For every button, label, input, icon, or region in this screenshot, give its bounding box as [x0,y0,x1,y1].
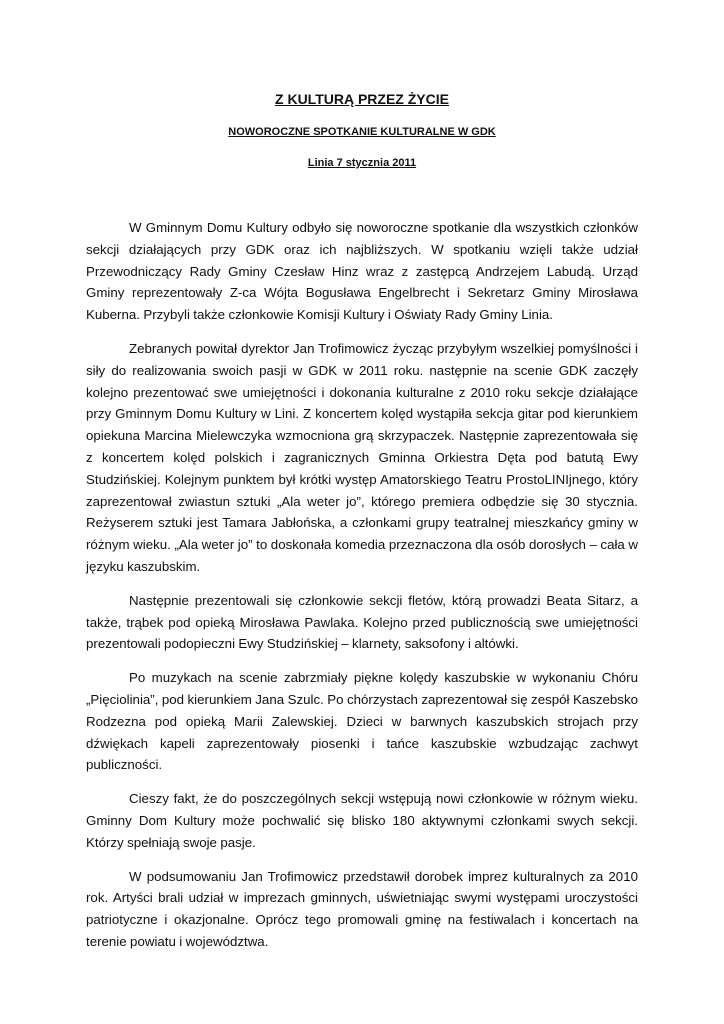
document-title: Z KULTURĄ PRZEZ ŻYCIE [275,91,449,107]
paragraph-5: Cieszy fakt, że do poszczególnych sekcji wstępują nowi członkowie w różnym wieku. Gminny Dom Kultury może pochwalić się blisko 180 aktywnymi członkami swych sekcji. Którzy spełniają swoje pasje. [86,791,638,850]
paragraph-1: W Gminnym Domu Kultury odbyło się noworoczne spotkanie dla wszystkich członków sekcji działających przy GDK oraz ich najbliższych. W spotkaniu wzięli także udział Przewodniczący Rady Gminy Czesław Hinz wraz z zastępcą Andrzejem Labudą. Urząd Gminy reprezentowały Z-ca Wójta Bogusława Engelbrecht i Sekretarz Gminy Mirosława Kuberna. Przybyli także członkowie Komisji Kultury i Oświaty Rady Gminy Linia. [86,220,638,323]
paragraph-3: Następnie prezentowali się członkowie sekcji fletów, którą prowadzi Beata Sitarz, a także, trąbek pod opieką Mirosława Pawlaka. Kolejno przed publicznością swe umiejętności prezentowali podopieczni Ewy Studzińskiej – klarnety, saksofony i altówki. [86,592,638,652]
paragraph-4: Po muzykach na scenie zabrzmiały piękne kolędy kaszubskie w wykonaniu Chóru „Pięciolinia”, pod kierunkiem Jana Szulc. Po chórzystach zaprezentował się zespół Kaszebsko Rodzezna pod opieką Marii Zalewskiej. Dzieci w barwnych kaszubskich strojach przy dźwiękach kapeli zaprezentowały piosenki i tańce kaszubskie wzbudzając zachwyt publiczności. [86,670,638,773]
document-date: Linia 7 stycznia 2011 [307,157,417,169]
paragraph-6: W podsumowaniu Jan Trofimowicz przedstawił dorobek imprez kulturalnych za 2010 rok. Artyści brali udział w imprezach gminnych, uświetniając swymi występami uroczystości patriotyczne i okazjonalne. Oprócz tego promowali gminę na festiwalach i koncertach na terenie powiatu i województwa. [86,868,638,949]
document-subtitle: NOWOROCZNE SPOTKANIE KULTURALNE W GDK [228,126,496,138]
document-body [86,217,638,953]
paragraph-2: Zebranych powitał dyrektor Jan Trofimowicz życząc przybyłym wszelkiej pomyślności i siły do realizowania swoich pasji w GDK w 2011 roku. następnie na scenie GDK zaczęły kolejno prezentować swe umiejętności i dokonania kulturalne z 2010 roku sekcje działające przy Gminnym Domu Kultury w Lini. Z koncertem kolęd wystąpiła sekcja gitar pod kierunkiem opiekuna Marcina Mielewczyka wzmocniona grą skrzypaczek. Następnie zaprezentowała się z koncertem kolęd polskich i zagranicznych Gminna Orkiestra Dęta pod batutą Ewy Studzińskiej. Kolejnym punktem był krótki występ Amatorskiego Teatru ProstoLINIjnego, który zaprezentował zwiastun sztuki „Ala weter jo”, którego premiera odbędzie się 30 stycznia. Reżyserem sztuki jest Tamara Jabłońska, a członkami grupy teatralnej mieszkańcy gminy w różnym wieku. „Ala weter jo” to doskonała komedia przeznaczona dla osób dorosłych – cała w języku kaszubskim. [86,340,638,574]
